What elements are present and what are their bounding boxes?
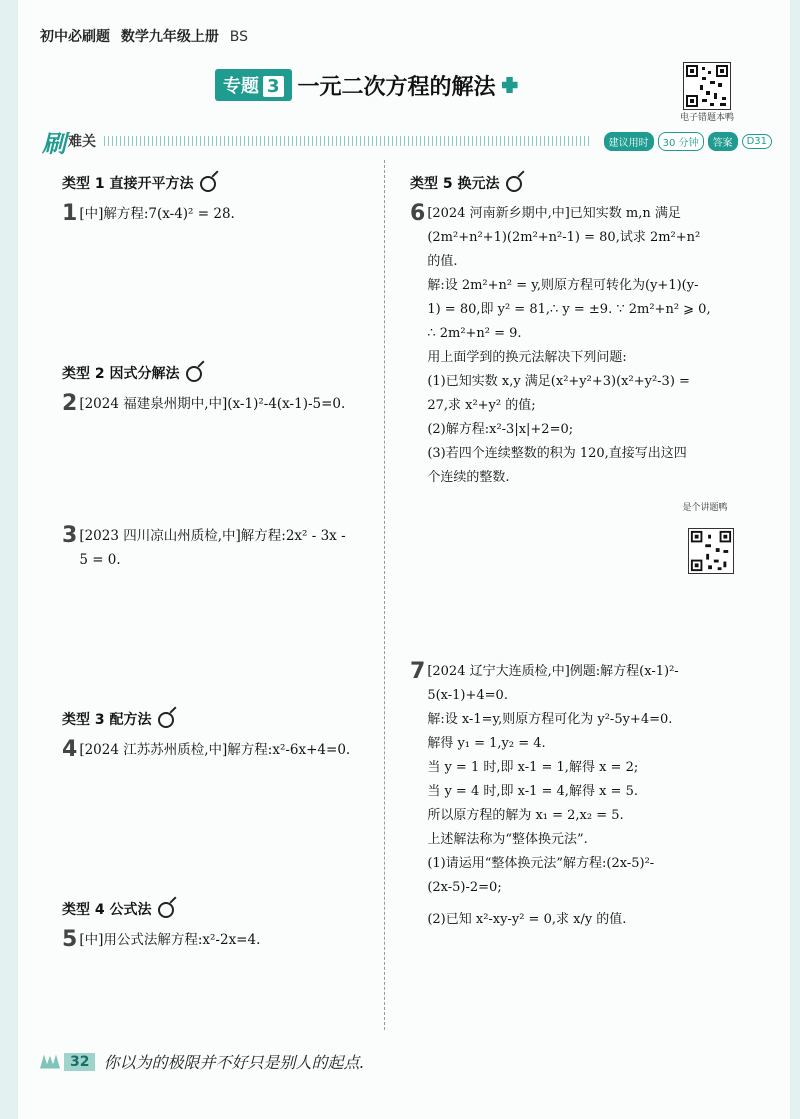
question-line: (1)已知实数 x,y 满足(x²+y²+3)(x²+y²-3) =: [427, 374, 690, 389]
page-footer: [40, 1050, 365, 1073]
question-text: 5 = 0.: [79, 552, 121, 568]
grass-icon: [40, 1055, 60, 1069]
question-line: (1)请运用“整体换元法”解方程:(2x-5)²-: [427, 856, 655, 871]
question-7: [410, 660, 745, 932]
time-value: 30 分钟: [658, 132, 704, 151]
question-text: [中]用公式法解方程:x²-2x=4.: [79, 932, 261, 948]
question-1: [62, 202, 374, 226]
question-2: [62, 392, 374, 416]
time-label: 建议用时: [604, 132, 654, 151]
page-number: 32: [64, 1053, 95, 1071]
question-line: [2024 河南新乡期中,中]已知实数 m,n 满足: [427, 206, 681, 221]
question-text: [中]解方程:7(x-4)² = 28.: [79, 206, 235, 222]
section-shua: 刷: [42, 129, 66, 158]
type-2-heading: 类型 2 因式分解法: [62, 362, 374, 386]
qr-top-label: 电子错题本鸭: [679, 113, 734, 123]
question-line: 用上面学到的换元法解决下列问题:: [427, 350, 627, 365]
left-column-4: [62, 708, 374, 762]
question-line: 解:设 x-1=y,则原方程可化为 y²-5y+4=0.: [427, 712, 673, 727]
hatch-divider: [104, 136, 592, 146]
question-line: 5(x-1)+4=0.: [427, 688, 508, 703]
question-5: [62, 928, 374, 952]
qr-code-icon[interactable]: [683, 62, 731, 110]
question-line: 1) = 80,即 y² = 81,∴ y = ±9. ∵ 2m²+n² ⩾ 0,: [427, 302, 711, 317]
question-line: (2m²+n²+1)(2m²+n²-1) = 80,试求 2m²+n²: [427, 230, 701, 245]
target-icon: [200, 176, 216, 192]
topic-text: 一元二次方程的解法: [297, 74, 496, 100]
target-icon: [506, 176, 522, 192]
question-4: [62, 738, 374, 762]
question-3: [62, 524, 382, 572]
topic-title: [215, 70, 518, 100]
question-line: 的值.: [427, 254, 458, 269]
question-line: 解:设 2m²+n² = y,则原方程可转化为(y+1)(y-: [427, 278, 699, 293]
question-line: 解得 y₁ = 1,y₂ = 4.: [427, 736, 546, 751]
column-divider: [384, 160, 385, 1030]
question-line: (2x-5)-2=0;: [427, 880, 502, 895]
question-text: [2024 福建泉州期中,中](x-1)²-4(x-1)-5=0.: [79, 396, 346, 412]
target-icon: [158, 712, 174, 728]
topic-number: 3: [263, 76, 284, 97]
left-column: [62, 172, 374, 226]
type-1-heading: 类型 1 直接开平方法: [62, 172, 374, 196]
right-column-2: [410, 660, 745, 932]
target-icon: [158, 902, 174, 918]
question-text: [2023 四川凉山州质检,中]解方程:2x² - 3x -: [79, 528, 346, 544]
left-column-5: [62, 898, 374, 952]
question-line: 当 y = 1 时,即 x-1 = 1,解得 x = 2;: [427, 760, 639, 775]
question-number: 5: [62, 927, 78, 952]
question-number: 2: [62, 391, 78, 416]
question-number: 4: [62, 737, 78, 762]
question-line: (2)解方程:x²-3|x|+2=0;: [427, 422, 574, 437]
question-line: 当 y = 4 时,即 x-1 = 4,解得 x = 5.: [427, 784, 638, 799]
question-line: 所以原方程的解为 x₁ = 2,x₂ = 5.: [427, 808, 624, 823]
question-line: 个连续的整数.: [427, 470, 510, 485]
header-bar: [40, 26, 254, 46]
section-level: 难关: [68, 134, 96, 150]
question-line: ∴ 2m²+n² = 9.: [427, 326, 522, 341]
question-number: 7: [410, 659, 426, 684]
question-line: (3)若四个连续整数的积为 120,直接写出这四: [427, 446, 687, 461]
footer-motto: 你以为的极限并不好只是别人的起点.: [103, 1053, 365, 1072]
type-5-heading: 类型 5 换元法: [410, 172, 745, 196]
right-column: [410, 172, 745, 490]
section-header: [42, 128, 772, 158]
question-line: (2)已知 x²-xy-y² = 0,求 x/y 的值.: [427, 912, 627, 927]
question-text: [2024 江苏苏州质检,中]解方程:x²-6x+4=0.: [79, 742, 351, 758]
question-number: 6: [410, 201, 426, 226]
puzzle-icon: [502, 77, 518, 93]
left-column-3: [62, 524, 382, 572]
answer-page: D31: [742, 134, 772, 149]
target-icon: [186, 366, 202, 382]
type-4-heading: 类型 4 公式法: [62, 898, 374, 922]
edition: BS: [229, 29, 248, 45]
question-line: 27,求 x²+y² 的值;: [427, 398, 536, 413]
qr-code-icon[interactable]: [688, 528, 734, 574]
question-6: [410, 202, 745, 490]
answer-label: 答案: [708, 132, 738, 151]
left-column-2: [62, 362, 374, 416]
question-line: [2024 辽宁大连质检,中]例题:解方程(x-1)²-: [427, 664, 679, 679]
book-name: 初中必刷题: [40, 29, 110, 45]
question-line: 上述解法称为“整体换元法”.: [427, 832, 588, 847]
type-3-heading: 类型 3 配方法: [62, 708, 374, 732]
qr-mid-label: 是个讲题鸭: [682, 503, 728, 513]
question-number: 1: [62, 201, 78, 226]
question-number: 3: [62, 523, 78, 548]
topic-tag: 专题 3: [215, 69, 292, 101]
subject-name: 数学九年级上册: [120, 29, 219, 45]
